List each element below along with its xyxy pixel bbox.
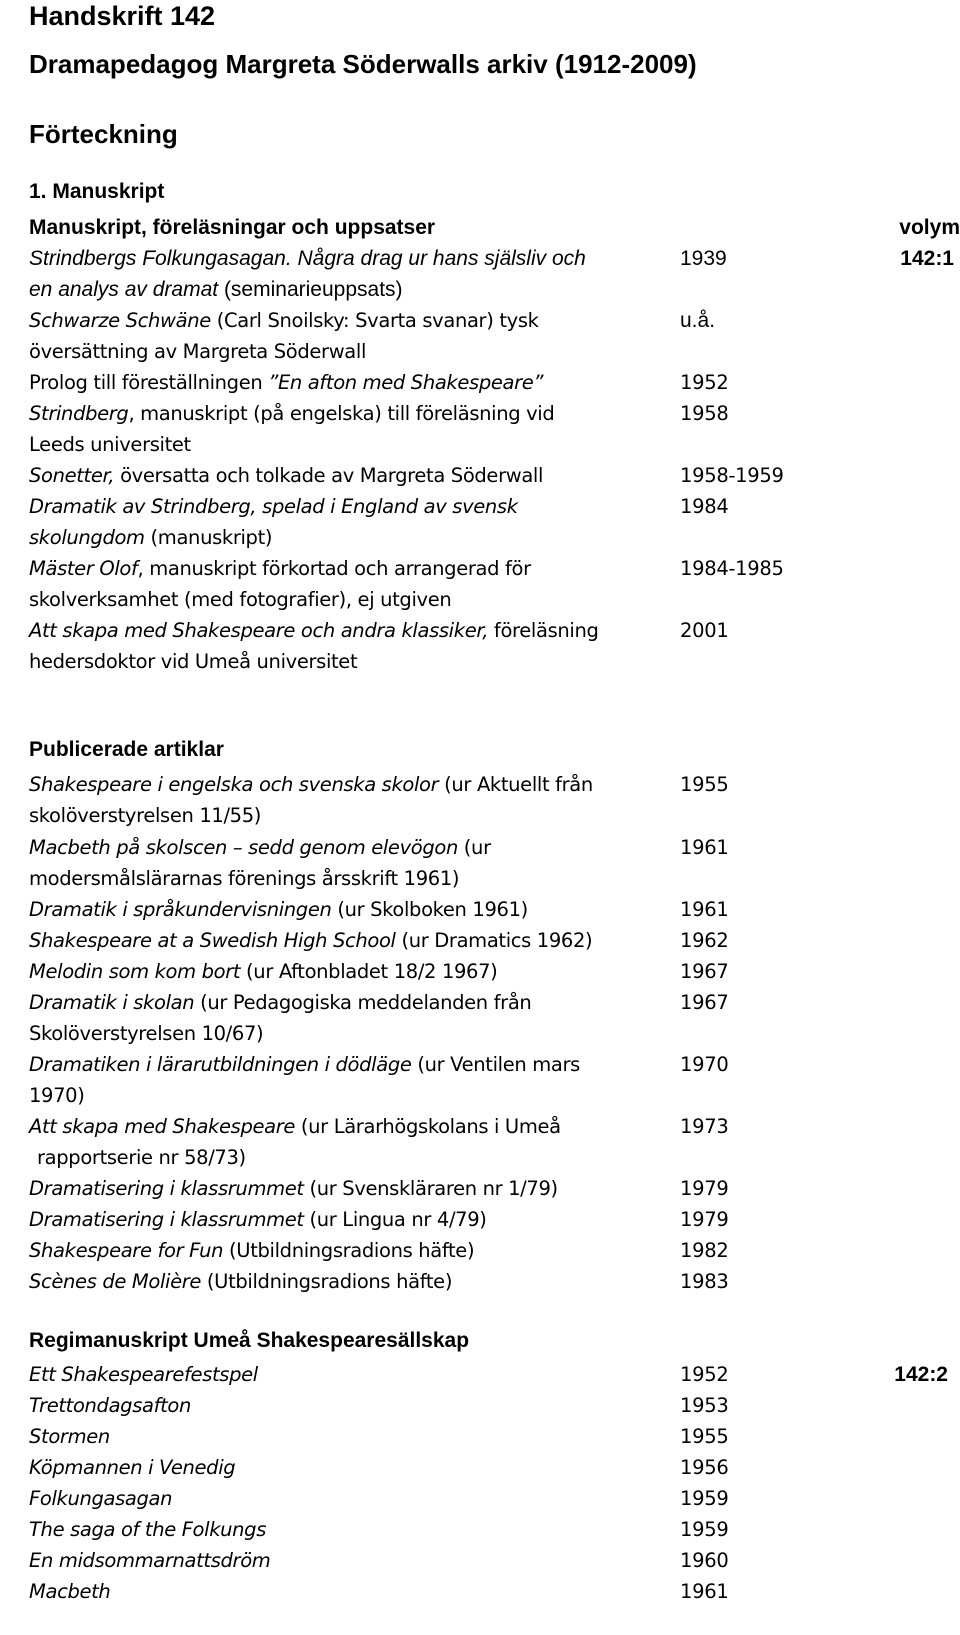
entry-volume: 142:2 xyxy=(894,1363,948,1386)
entry-year: 1958-1959 xyxy=(680,464,784,487)
entry-title: Strindbergs Folkungasagan. Några drag ur hans själsliv och en analys av dramat (seminarieuppsats) xyxy=(29,247,586,301)
entry-title: Sonetter, översatta och tolkade av Margreta Söderwall xyxy=(29,464,544,487)
entry-year: 1983 xyxy=(680,1270,729,1293)
page-title: Handskrift 142 xyxy=(29,1,216,31)
entry-year: 1984 xyxy=(680,495,729,518)
volume-column-header: volym xyxy=(899,216,960,239)
entry-title: Mäster Olof, manuskript förkortad och arrangerad för skolverksamhet (med fotografier), ej utgiven xyxy=(29,557,531,611)
entry-year: 1955 xyxy=(680,1425,729,1448)
entry-year: 1961 xyxy=(680,1580,729,1603)
entry-volume: 142:1 xyxy=(900,247,954,270)
entry-title: Schwarze Schwäne (Carl Snoilsky: Svarta svanar) tysk översättning av Margreta Söderwall xyxy=(29,309,539,363)
entry-title: Dramatiken i lärarutbildningen i dödläge (ur Ventilen mars 1970) xyxy=(29,1053,580,1107)
entry-title: Prolog till föreställningen ”En afton med Shakespeare” xyxy=(29,371,544,394)
entry-year: 1973 xyxy=(680,1115,729,1138)
entry-year: 2001 xyxy=(680,619,729,642)
section-heading-director-scripts: Regimanuskript Umeå Shakespearesällskap xyxy=(29,1329,470,1352)
entry-title: Macbeth på skolscen – sedd genom elevögon (ur modersmålslärarnas förenings årsskrift 1961) xyxy=(29,836,491,890)
entry-title: En midsommarnattsdröm xyxy=(29,1549,271,1572)
entry-title: Dramatisering i klassrummet (ur Svenskläraren nr 1/79) xyxy=(29,1177,558,1200)
entry-year: 1967 xyxy=(680,960,729,983)
section-heading-lectures: Manuskript, föreläsningar och uppsatser xyxy=(29,216,436,239)
entry-title: Melodin som kom bort (ur Aftonbladet 18/2 1967) xyxy=(29,960,498,983)
entry-year: 1979 xyxy=(680,1208,729,1231)
entry-year: 1958 xyxy=(680,402,729,425)
entry-title: Strindberg, manuskript (på engelska) till föreläsning vid Leeds universitet xyxy=(29,402,555,456)
entry-year: 1955 xyxy=(680,773,729,796)
entry-title: Shakespeare for Fun (Utbildningsradions häfte) xyxy=(29,1239,475,1262)
entry-year: 1959 xyxy=(680,1487,729,1510)
entry-year: 1979 xyxy=(680,1177,729,1200)
entry-title: Köpmannen i Venedig xyxy=(29,1456,236,1479)
entry-title: Macbeth xyxy=(29,1580,111,1603)
entry-year: 1982 xyxy=(680,1239,729,1262)
archive-subtitle: Dramapedagog Margreta Söderwalls arkiv (1912-2009) xyxy=(29,49,697,79)
entry-title: Scènes de Molière (Utbildningsradions häfte) xyxy=(29,1270,453,1293)
entry-title: Stormen xyxy=(29,1425,110,1448)
entry-year: 1961 xyxy=(680,898,729,921)
entry-title: Att skapa med Shakespeare och andra klassiker, föreläsning hedersdoktor vid Umeå universitet xyxy=(29,619,599,673)
section-heading-articles: Publicerade artiklar xyxy=(29,738,224,761)
entry-year: 1956 xyxy=(680,1456,729,1479)
entry-title: Folkungasagan xyxy=(29,1487,173,1510)
entry-year: 1960 xyxy=(680,1549,729,1572)
entry-year: 1984-1985 xyxy=(680,557,784,580)
entry-title: Dramatik i skolan (ur Pedagogiska meddelanden från Skolöverstyrelsen 10/67) xyxy=(29,991,532,1045)
entry-year: 1959 xyxy=(680,1518,729,1541)
entry-title: Dramatik i språkundervisningen (ur Skolboken 1961) xyxy=(29,898,528,921)
entry-year: 1961 xyxy=(680,836,729,859)
listing-heading: Förteckning xyxy=(29,119,178,149)
section-heading-manuscripts: 1. Manuskript xyxy=(29,180,165,203)
entry-year: u.å. xyxy=(680,309,716,332)
entry-title: Ett Shakespearefestspel xyxy=(29,1363,258,1386)
entry-year: 1970 xyxy=(680,1053,729,1076)
entry-title: Dramatik av Strindberg, spelad i England av svensk skolungdom (manuskript) xyxy=(29,495,518,549)
entry-title: Att skapa med Shakespeare (ur Lärarhögskolans i Umeå rapportserie nr 58/73) xyxy=(29,1115,561,1169)
entry-title: Shakespeare i engelska och svenska skolor (ur Aktuellt från skolöverstyrelsen 11/55) xyxy=(29,773,593,827)
entry-year: 1962 xyxy=(680,929,729,952)
entry-year: 1967 xyxy=(680,991,729,1014)
entry-title: Trettondagsafton xyxy=(29,1394,192,1417)
entry-title: Dramatisering i klassrummet (ur Lingua nr 4/79) xyxy=(29,1208,487,1231)
entry-title: The saga of the Folkungs xyxy=(29,1518,267,1541)
entry-year: 1953 xyxy=(680,1394,729,1417)
entry-year: 1939 xyxy=(680,247,727,270)
entry-year: 1952 xyxy=(680,1363,729,1386)
entry-title: Shakespeare at a Swedish High School (ur Dramatics 1962) xyxy=(29,929,593,952)
entry-year: 1952 xyxy=(680,371,729,394)
